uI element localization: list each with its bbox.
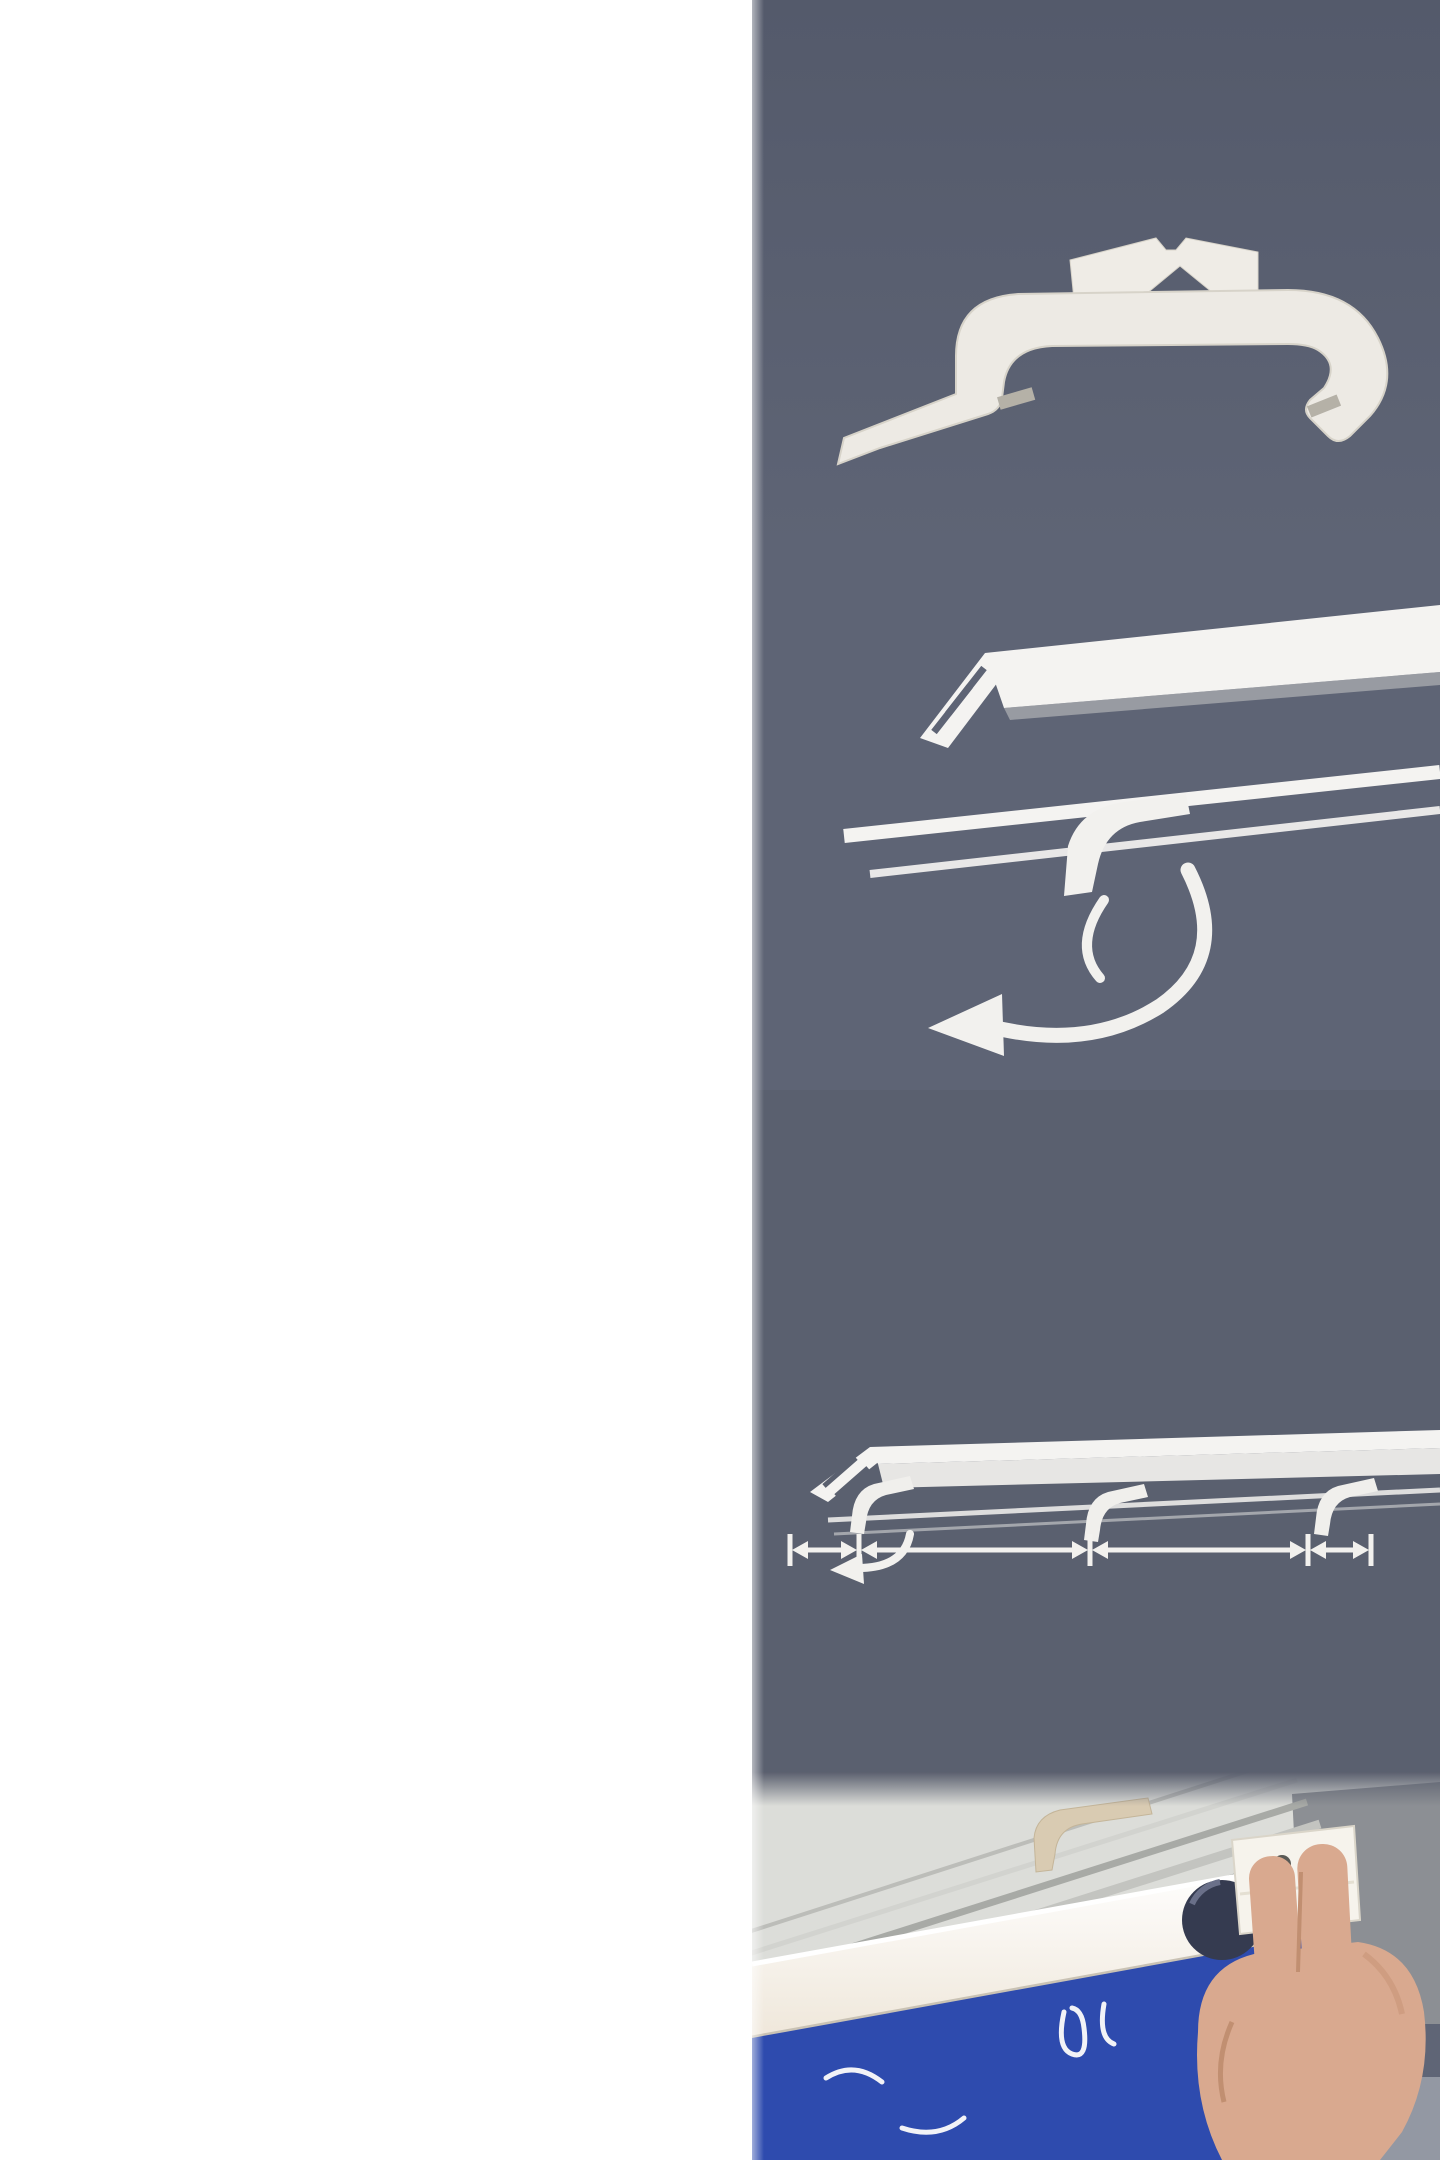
photo-panel — [752, 0, 1440, 2160]
hand-install-illustration — [752, 1772, 1440, 2160]
hand-install-photo — [752, 1772, 1440, 2160]
bracket-illustration — [752, 0, 1440, 548]
bracket-photo — [752, 0, 1440, 548]
spacing-diagram-illustration — [752, 1090, 1440, 1772]
montaj-photo — [752, 1090, 1440, 1772]
rotate-90-photo — [752, 548, 1440, 1090]
rotate-90-illustration — [752, 548, 1440, 1090]
